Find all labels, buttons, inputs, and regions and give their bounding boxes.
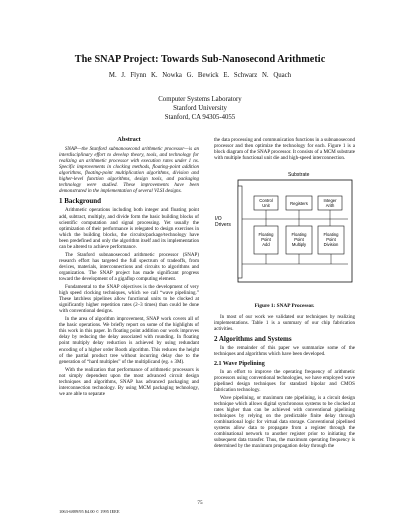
figure-caption: Figure 1: SNAP Processor. xyxy=(254,303,315,310)
left-column xyxy=(59,137,199,399)
subsection-heading-wave-pipelining: 2.1 Wave Pipelining xyxy=(214,360,265,367)
substrate-label: Substrate xyxy=(288,172,310,179)
svg-text:Point: Point xyxy=(261,237,271,243)
copyright-footer: 1063-6889/95 $4.00 © 1995 IEEE xyxy=(59,509,120,514)
svg-text:Point: Point xyxy=(326,237,336,243)
author-list: M. J. Flynn K. Nowka G. Bewick E. Schwarz N. Quach xyxy=(108,72,292,79)
figure-snap-processor xyxy=(214,164,355,299)
svg-text:Floating: Floating xyxy=(258,232,274,238)
body-paragraph: In an effort to improve the operating frequency of arithmetic processors using conventional technologies, we have employed wave pipelined design techniques for standard bipolar and CMOS fabrication technology. xyxy=(214,368,355,393)
svg-text:Multiply: Multiply xyxy=(291,242,307,248)
body-paragraph: Fundamental to the SNAP objectives is the development of very high speed clocking techniques, which we call “wave pipelining.” These latchless pipelines allow functional units to be clocked at significantly higher repetition rates (2–3 times) than could be done with conventional designs. xyxy=(59,284,199,315)
affiliation-line: Stanford, CA 94305-4055 xyxy=(164,114,236,121)
svg-text:Unit: Unit xyxy=(262,203,270,209)
io-driver-bar xyxy=(238,186,242,278)
svg-text:Add: Add xyxy=(262,242,270,248)
svg-text:Floating: Floating xyxy=(291,232,307,238)
body-paragraph: In the remainder of this paper we summarize some of the techniques and algorithms which have been developed. xyxy=(214,345,355,358)
body-paragraph: In the area of algorithm improvement, SNAP work covers all of the basic operations. We briefly report on some of the highlights of this work in this paper. In floating point addition our work improves delay by reducing the delay associated with rounding. In floating point multiply delay reduction is achieved by using redundant encoding of a higher order Booth algorithm. This reduces the height of the partial product tree without incurring delay due to the generation of “hard multiples” of the multiplicand (eg. ± 3M). xyxy=(59,316,199,365)
body-paragraph: The Stanford subnanosecond arithmetic processor (SNAP) research effort has targeted the full spectrum of tradeoffs, from devices, materials, interconnections and circuits to algorithms and organization. The SNAP project has made significant progress toward the development of a gigaflop computing element. xyxy=(59,251,199,282)
body-paragraph: In most of our work we validated our techniques by realizing implementations. Table 1 is a summary of our chip fabrication activities. xyxy=(214,314,355,333)
svg-text:Registers: Registers xyxy=(290,201,308,207)
body-paragraph: the data processing and communication functions in a subnanosecond processor and then optimize the technology for each. Figure 1 is a block diagram of the SNAP processor. It consists of a MCM substrate with multiple functional unit die and high-speed interconnection. xyxy=(214,137,355,162)
paper-title: The SNAP Project: Towards Sub-Nanosecond Arithmetic xyxy=(74,54,326,65)
svg-text:Floating: Floating xyxy=(323,232,339,238)
abstract-heading: Abstract xyxy=(117,136,141,143)
body-paragraph: Wave pipelining, or maximum rate pipelining, is a circuit design technique which allows digital synchronous systems to be clocked at rates higher than can be achieved with conventional pipelining techniques by relying on the predictable finite delay through combinational logic for virtual data storage. Conventional pipelined systems allow data to propagate from a register through the combinational network to another register prior to initiating the subsequent data transfer. Thus, the maximum operating frequency is determined by the maximum propagation delay through the xyxy=(214,394,355,450)
svg-text:Arith: Arith xyxy=(325,203,335,209)
body-paragraph: With the realization that performance of arithmetic processors is not simply dependent upon the most advanced circuit design techniques and algorithms, SNAP has advanced packaging and interconnection technology. By using MCM packaging technology, we are able to separate xyxy=(59,366,199,397)
io-label-line1: I/O xyxy=(215,216,222,223)
page-number: 75 xyxy=(197,500,203,506)
affiliation-line: Computer Systems Laboratory xyxy=(158,96,242,103)
svg-text:Control: Control xyxy=(259,198,273,204)
body-paragraph: Arithmetic operations including both integer and floating point add, subtract, multiply, and divide form the basic building blocks of scientific computation and signal processing. Yet usually the optimization of their performance is relegated to design exercises in which the building blocks, the circuits/package/technology have been predefined and only the algorithm itself and its implementation can be altered to achieve performance. xyxy=(59,207,199,250)
section-heading-algorithms: 2 Algorithms and Systems xyxy=(214,335,292,344)
block-diagram xyxy=(214,164,355,299)
section-heading-background: 1 Background xyxy=(59,197,102,206)
right-column xyxy=(214,137,355,451)
svg-text:Point: Point xyxy=(294,237,304,243)
abstract-text: SNAP—the Stanford subnanosecond arithmetic processor—is an interdisciplinary effort to develop theory, tools, and technology for realizing an arithmetic processor with execution rates under 1 ns. Specific improvements in clocking methods, floating-point addition algorithms, floating-point multiplication algorithms, division and higher-level function algorithms, design tools, and packaging technology were studied. These improvements have been demonstrated in the implementation of several VLSI designs. xyxy=(59,146,199,195)
svg-text:Integer: Integer xyxy=(323,198,337,204)
affiliation-line: Stanford University xyxy=(173,105,227,112)
io-label-line2: Drivers xyxy=(215,222,231,229)
svg-text:Division: Division xyxy=(323,242,339,248)
